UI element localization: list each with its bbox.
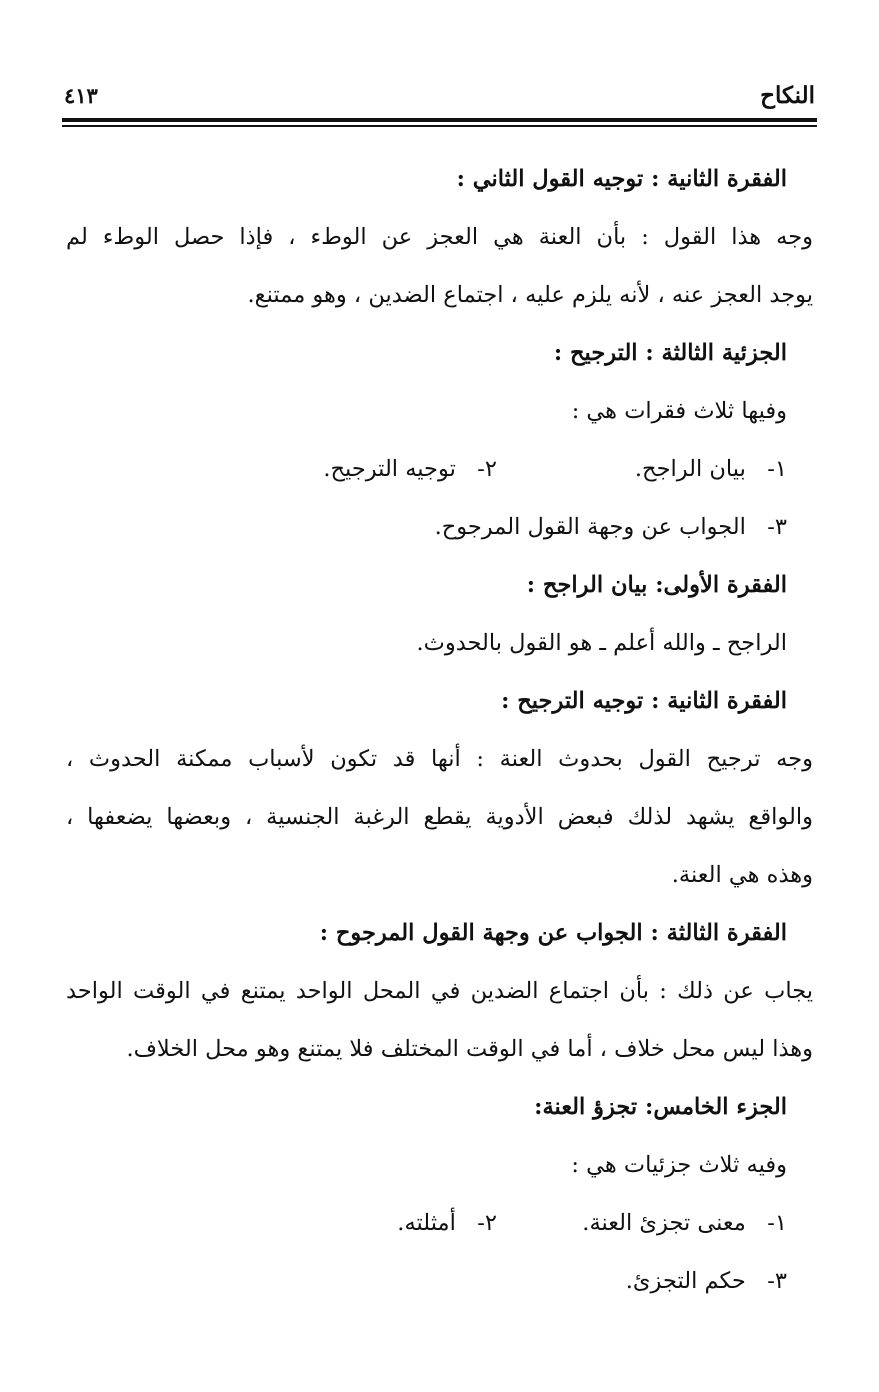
section-heading: الفقرة الثانية : توجيه الترجيح : xyxy=(501,688,787,714)
paragraph-line: يوجد العجز عنه ، لأنه يلزم عليه ، اجتماع الضدين ، وهو ممتنع. xyxy=(247,282,813,308)
page-header xyxy=(62,78,817,114)
list-item xyxy=(582,1194,787,1252)
section-heading: الفقرة الثانية : توجيه القول الثاني : xyxy=(456,166,787,192)
list-text: أمثلته. xyxy=(397,1210,456,1236)
paragraph-line: الراجح ـ والله أعلم ـ هو القول بالحدوث. xyxy=(416,630,787,656)
list-number: ٣- xyxy=(767,514,787,540)
list-row xyxy=(66,498,787,556)
list-item xyxy=(323,440,497,498)
list-text: بيان الراجح. xyxy=(634,456,746,482)
header-rule-thick xyxy=(62,118,817,122)
list-item xyxy=(635,440,787,498)
list-text: توجيه الترجيح. xyxy=(323,456,456,482)
list-item xyxy=(435,498,787,556)
paragraph-line: وجه هذا القول : بأن العنة هي العجز عن الوطء ، فإذا حصل الوطء لم xyxy=(66,224,813,250)
paragraph-line: وفيها ثلاث فقرات هي : xyxy=(571,398,787,424)
list-item xyxy=(397,1194,497,1252)
section-heading: الفقرة الأولى: بيان الراجح : xyxy=(526,572,787,598)
list-text: حكم التجزئ. xyxy=(625,1268,746,1294)
section-heading: الفقرة الثالثة : الجواب عن وجهة القول المرجوح : xyxy=(319,920,787,946)
paragraph-line: وجه ترجيح القول بحدوث العنة : أنها قد تكون لأسباب ممكنة الحدوث ، xyxy=(66,746,813,772)
page-body xyxy=(66,150,813,1310)
list-item xyxy=(626,1252,787,1310)
section-heading: الجزئية الثالثة : الترجيح : xyxy=(553,340,787,366)
header-rule-thin xyxy=(62,125,817,127)
list-row xyxy=(66,1252,787,1310)
paragraph-line: وهذا ليس محل خلاف ، أما في الوقت المختلف فلا يمتنع وهو محل الخلاف. xyxy=(126,1036,813,1062)
list-row xyxy=(66,440,787,498)
header-rule xyxy=(62,118,817,128)
list-text: معنى تجزئ العنة. xyxy=(582,1210,746,1236)
list-number: ٣- xyxy=(767,1268,787,1294)
section-heading: الجزء الخامس: تجزؤ العنة: xyxy=(534,1094,787,1120)
running-head: النكاح xyxy=(760,82,815,109)
paragraph-line: وهذه هي العنة. xyxy=(671,862,813,888)
list-row xyxy=(66,1194,787,1252)
paragraph-line: وفيه ثلاث جزئيات هي : xyxy=(571,1152,787,1178)
list-number: ٢- xyxy=(477,456,497,482)
list-number: ٢- xyxy=(477,1210,497,1236)
list-number: ١- xyxy=(767,1210,787,1236)
paragraph-line: والواقع يشهد لذلك فبعض الأدوية يقطع الرغبة الجنسية ، وبعضها يضعفها ، xyxy=(66,804,813,830)
list-text: الجواب عن وجهة القول المرجوح. xyxy=(434,514,746,540)
paragraph-line: يجاب عن ذلك : بأن اجتماع الضدين في المحل الواحد يمتنع في الوقت الواحد xyxy=(66,978,813,1004)
list-number: ١- xyxy=(767,456,787,482)
page-number: ٤١٣ xyxy=(64,83,98,108)
